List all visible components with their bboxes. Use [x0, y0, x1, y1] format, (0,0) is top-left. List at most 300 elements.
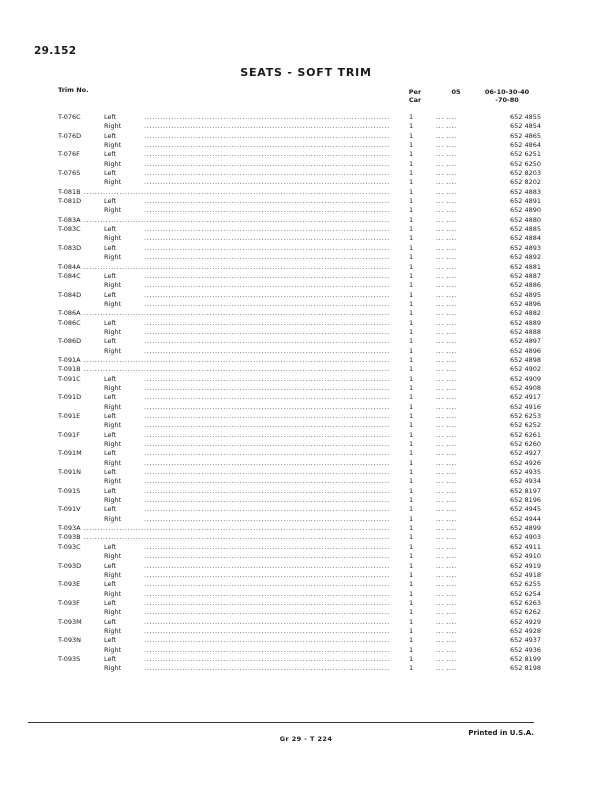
table-row	[0, 487, 612, 496]
dot-leader	[84, 356, 390, 365]
trim-number: T-093M	[58, 617, 82, 626]
table-row	[0, 197, 612, 206]
table-row	[0, 234, 612, 243]
per-car-qty: 1	[409, 468, 414, 477]
dot-leader	[144, 459, 390, 468]
per-car-qty: 1	[409, 262, 414, 271]
header-models	[474, 88, 540, 104]
col-05-value: ... ....	[436, 309, 457, 318]
part-number: 652 6263	[509, 598, 541, 607]
dot-leader	[144, 197, 390, 206]
col-05-value: ... ....	[436, 290, 457, 299]
per-car-qty: 1	[409, 402, 414, 411]
col-05-value: ... ....	[436, 271, 457, 280]
part-number: 652 4891	[509, 197, 541, 206]
side-label: Left	[104, 150, 117, 159]
per-car-qty: 1	[409, 281, 414, 290]
part-number: 652 8198	[509, 664, 541, 673]
table-row	[0, 281, 612, 290]
dot-leader	[144, 403, 390, 412]
side-label: Left	[104, 318, 117, 327]
per-car-qty: 1	[409, 318, 414, 327]
per-car-qty: 1	[409, 654, 414, 663]
part-number: 652 4918	[509, 570, 541, 579]
side-label: Right	[104, 122, 122, 131]
part-number: 652 4892	[509, 253, 541, 262]
dot-leader	[144, 178, 390, 187]
side-label: Left	[104, 468, 117, 477]
per-car-qty: 1	[409, 449, 414, 458]
trim-number: T-091S	[58, 486, 81, 495]
page-title: SEATS - SOFT TRIM	[240, 66, 372, 79]
per-car-qty: 1	[409, 225, 414, 234]
table-row	[0, 225, 612, 234]
table-row	[0, 328, 612, 337]
side-label: Right	[104, 570, 122, 579]
dot-leader	[144, 487, 390, 496]
table-row	[0, 291, 612, 300]
dot-leader	[144, 543, 390, 552]
col-05-value: ... ....	[436, 421, 457, 430]
dot-leader	[144, 421, 390, 430]
dot-leader	[144, 468, 390, 477]
trim-number: T-086A	[58, 309, 81, 318]
dot-leader	[144, 627, 390, 636]
dot-leader	[144, 150, 390, 159]
side-label: Right	[104, 645, 122, 654]
side-label: Left	[104, 393, 117, 402]
part-number: 652 4911	[509, 542, 541, 551]
col-05-value: ... ....	[436, 187, 457, 196]
col-05-value: ... ....	[436, 468, 457, 477]
per-car-qty: 1	[409, 299, 414, 308]
trim-number: T-083C	[58, 225, 81, 234]
col-05-value: ... ....	[436, 197, 457, 206]
side-label: Left	[104, 505, 117, 514]
per-car-qty: 1	[409, 533, 414, 542]
table-row	[0, 319, 612, 328]
table-row	[0, 393, 612, 402]
col-05-value: ... ....	[436, 430, 457, 439]
col-05-value: ... ....	[436, 131, 457, 140]
side-label: Right	[104, 234, 122, 243]
dot-leader	[144, 300, 390, 309]
trim-number: T-091C	[58, 374, 81, 383]
table-row	[0, 244, 612, 253]
dot-leader	[144, 169, 390, 178]
table-row	[0, 113, 612, 122]
col-05-value: ... ....	[436, 215, 457, 224]
side-label: Left	[104, 197, 117, 206]
dot-leader	[84, 365, 390, 374]
page-number: 29.152	[34, 45, 77, 57]
side-label: Right	[104, 421, 122, 430]
col-05-value: ... ....	[436, 440, 457, 449]
per-car-qty: 1	[409, 309, 414, 318]
col-05-value: ... ....	[436, 299, 457, 308]
table-row	[0, 403, 612, 412]
trim-number: T-076S	[58, 169, 81, 178]
dot-leader	[144, 122, 390, 131]
part-number: 652 4890	[509, 206, 541, 215]
dot-leader	[144, 562, 390, 571]
col-05-value: ... ....	[436, 552, 457, 561]
col-05-value: ... ....	[436, 337, 457, 346]
side-label: Right	[104, 327, 122, 336]
part-number: 652 4898	[509, 355, 541, 364]
part-number: 652 4929	[509, 617, 541, 626]
part-number: 652 4899	[509, 524, 541, 533]
trim-number: T-093B	[58, 533, 81, 542]
col-05-value: ... ....	[436, 561, 457, 570]
side-label: Right	[104, 664, 122, 673]
part-number: 652 6252	[509, 421, 541, 430]
table-row	[0, 543, 612, 552]
side-label: Right	[104, 159, 122, 168]
per-car-qty: 1	[409, 243, 414, 252]
part-number: 652 4888	[509, 327, 541, 336]
header-car: Car	[408, 96, 422, 104]
part-number: 652 4916	[509, 402, 541, 411]
table-row	[0, 188, 612, 197]
dot-leader	[144, 655, 390, 664]
dot-leader	[144, 608, 390, 617]
side-label: Right	[104, 626, 122, 635]
per-car-qty: 1	[409, 141, 414, 150]
dot-leader	[144, 477, 390, 486]
trim-number: T-091B	[58, 365, 81, 374]
part-number: 652 8202	[509, 178, 541, 187]
dot-leader	[144, 590, 390, 599]
table-row	[0, 356, 612, 365]
table-row	[0, 449, 612, 458]
part-number: 652 4935	[509, 468, 541, 477]
col-05-value: ... ....	[436, 524, 457, 533]
dot-leader	[144, 337, 390, 346]
per-car-qty: 1	[409, 169, 414, 178]
part-number: 652 4934	[509, 477, 541, 486]
table-row	[0, 300, 612, 309]
part-number: 652 4937	[509, 636, 541, 645]
side-label: Left	[104, 449, 117, 458]
table-row	[0, 150, 612, 159]
header-05: 05	[451, 88, 461, 96]
dot-leader	[144, 449, 390, 458]
dot-leader	[144, 234, 390, 243]
trim-number: T-083D	[58, 243, 82, 252]
table-row	[0, 552, 612, 561]
trim-number: T-091D	[58, 393, 82, 402]
trim-number: T-084D	[58, 290, 82, 299]
per-car-qty: 1	[409, 327, 414, 336]
table-row	[0, 459, 612, 468]
trim-number: T-076C	[58, 113, 81, 121]
parts-table	[0, 113, 612, 674]
header-models-line1: 06-10-30-40	[484, 88, 530, 96]
table-row	[0, 375, 612, 384]
side-label: Left	[104, 131, 117, 140]
side-label: Right	[104, 496, 122, 505]
side-label: Left	[104, 542, 117, 551]
part-number: 652 4855	[509, 113, 541, 121]
side-label: Right	[104, 178, 122, 187]
trim-number: T-086C	[58, 318, 81, 327]
table-row	[0, 646, 612, 655]
side-label: Right	[104, 589, 122, 598]
footer-group-ref: Gr 29 - T 224	[279, 735, 333, 743]
dot-leader	[144, 599, 390, 608]
per-car-qty: 1	[409, 617, 414, 626]
dot-leader	[84, 188, 390, 197]
per-car-qty: 1	[409, 664, 414, 673]
table-row	[0, 178, 612, 187]
side-label: Left	[104, 225, 117, 234]
dot-leader	[144, 225, 390, 234]
side-label: Left	[104, 486, 117, 495]
table-row	[0, 160, 612, 169]
table-row	[0, 365, 612, 374]
table-row	[0, 206, 612, 215]
dot-leader	[144, 505, 390, 514]
trim-number: T-091N	[58, 468, 81, 477]
col-05-value: ... ....	[436, 383, 457, 392]
table-row	[0, 337, 612, 346]
table-row	[0, 562, 612, 571]
side-label: Left	[104, 636, 117, 645]
per-car-qty: 1	[409, 412, 414, 420]
side-label: Right	[104, 552, 122, 561]
per-car-qty: 1	[409, 486, 414, 495]
part-number: 652 4909	[509, 374, 541, 383]
side-label: Right	[104, 299, 122, 308]
part-number: 652 4854	[509, 122, 541, 131]
per-car-qty: 1	[409, 131, 414, 140]
col-05-value: ... ....	[436, 141, 457, 150]
col-05-value: ... ....	[436, 458, 457, 467]
dot-leader	[144, 646, 390, 655]
col-05-value: ... ....	[436, 243, 457, 252]
trim-number: T-093A	[58, 524, 81, 533]
col-05-value: ... ....	[436, 496, 457, 505]
per-car-qty: 1	[409, 150, 414, 159]
side-label: Left	[104, 617, 117, 626]
side-label: Right	[104, 253, 122, 262]
part-number: 652 4881	[509, 262, 541, 271]
col-05-value: ... ....	[436, 533, 457, 542]
col-05-value: ... ....	[436, 626, 457, 635]
per-car-qty: 1	[409, 113, 414, 121]
part-number: 652 6251	[509, 150, 541, 159]
per-car-qty: 1	[409, 421, 414, 430]
col-05-value: ... ....	[436, 169, 457, 178]
table-row	[0, 122, 612, 131]
col-05-value: ... ....	[436, 318, 457, 327]
trim-number: T-081B	[58, 187, 81, 196]
dot-leader	[144, 113, 390, 122]
side-label: Left	[104, 169, 117, 178]
part-number: 652 6261	[509, 430, 541, 439]
part-number: 652 4884	[509, 234, 541, 243]
dot-leader	[144, 393, 390, 402]
col-05-value: ... ....	[436, 281, 457, 290]
per-car-qty: 1	[409, 393, 414, 402]
col-05-value: ... ....	[436, 150, 457, 159]
per-car-qty: 1	[409, 626, 414, 635]
per-car-qty: 1	[409, 440, 414, 449]
trim-number: T-086D	[58, 337, 82, 346]
col-05-value: ... ....	[436, 412, 457, 420]
col-05-value: ... ....	[436, 589, 457, 598]
part-number: 652 4919	[509, 561, 541, 570]
side-label: Right	[104, 440, 122, 449]
part-number: 652 4903	[509, 533, 541, 542]
col-05-value: ... ....	[436, 234, 457, 243]
part-number: 652 4936	[509, 645, 541, 654]
per-car-qty: 1	[409, 505, 414, 514]
side-label: Right	[104, 141, 122, 150]
part-number: 652 4897	[509, 337, 541, 346]
col-05-value: ... ....	[436, 365, 457, 374]
table-row	[0, 655, 612, 664]
part-number: 652 4864	[509, 141, 541, 150]
per-car-qty: 1	[409, 122, 414, 131]
per-car-qty: 1	[409, 552, 414, 561]
part-number: 652 4945	[509, 505, 541, 514]
side-label: Right	[104, 458, 122, 467]
part-number: 652 4883	[509, 187, 541, 196]
side-label: Left	[104, 243, 117, 252]
table-row	[0, 141, 612, 150]
table-row	[0, 599, 612, 608]
per-car-qty: 1	[409, 215, 414, 224]
per-car-qty: 1	[409, 337, 414, 346]
per-car-qty: 1	[409, 589, 414, 598]
trim-number: T-083A	[58, 215, 81, 224]
table-row	[0, 524, 612, 533]
col-05-value: ... ....	[436, 178, 457, 187]
table-row	[0, 496, 612, 505]
table-row	[0, 272, 612, 281]
table-row	[0, 253, 612, 262]
dot-leader	[144, 412, 390, 421]
side-label: Right	[104, 402, 122, 411]
col-05-value: ... ....	[436, 262, 457, 271]
dot-leader	[144, 571, 390, 580]
col-05-value: ... ....	[436, 225, 457, 234]
part-number: 652 4865	[509, 131, 541, 140]
dot-leader	[84, 263, 390, 272]
table-row	[0, 627, 612, 636]
trim-number: T-076F	[58, 150, 80, 159]
per-car-qty: 1	[409, 477, 414, 486]
per-car-qty: 1	[409, 561, 414, 570]
per-car-qty: 1	[409, 290, 414, 299]
table-row	[0, 421, 612, 430]
side-label: Right	[104, 608, 122, 617]
table-row	[0, 309, 612, 318]
dot-leader	[84, 216, 390, 225]
trim-number: T-084C	[58, 271, 81, 280]
dot-leader	[144, 496, 390, 505]
col-05-value: ... ....	[436, 608, 457, 617]
table-row	[0, 515, 612, 524]
side-label: Left	[104, 337, 117, 346]
dot-leader	[144, 141, 390, 150]
part-number: 652 4944	[509, 514, 541, 523]
dot-leader	[144, 328, 390, 337]
col-05-value: ... ....	[436, 514, 457, 523]
per-car-qty: 1	[409, 197, 414, 206]
table-row	[0, 533, 612, 542]
per-car-qty: 1	[409, 355, 414, 364]
dot-leader	[84, 309, 390, 318]
trim-number: T-081D	[58, 197, 82, 206]
side-label: Right	[104, 346, 122, 355]
side-label: Left	[104, 580, 117, 589]
per-car-qty: 1	[409, 542, 414, 551]
table-row	[0, 590, 612, 599]
part-number: 652 4917	[509, 393, 541, 402]
part-number: 652 4926	[509, 458, 541, 467]
part-number: 652 8203	[509, 169, 541, 178]
part-number: 652 4927	[509, 449, 541, 458]
dot-leader	[144, 618, 390, 627]
trim-number: T-084A	[58, 262, 81, 271]
table-row	[0, 468, 612, 477]
per-car-qty: 1	[409, 383, 414, 392]
table-row	[0, 636, 612, 645]
table-row	[0, 571, 612, 580]
part-number: 652 4896	[509, 346, 541, 355]
part-number: 652 4910	[509, 552, 541, 561]
per-car-qty: 1	[409, 374, 414, 383]
part-number: 652 6253	[509, 412, 541, 420]
col-05-value: ... ....	[436, 654, 457, 663]
side-label: Left	[104, 430, 117, 439]
part-number: 652 6262	[509, 608, 541, 617]
side-label: Left	[104, 113, 117, 121]
header-models-line2: -70-80	[495, 96, 519, 104]
side-label: Right	[104, 206, 122, 215]
per-car-qty: 1	[409, 458, 414, 467]
col-05-value: ... ....	[436, 159, 457, 168]
per-car-qty: 1	[409, 178, 414, 187]
table-row	[0, 580, 612, 589]
header-per-car	[404, 88, 426, 104]
dot-leader	[144, 160, 390, 169]
col-05-value: ... ....	[436, 346, 457, 355]
table-row	[0, 412, 612, 421]
col-05-value: ... ....	[436, 374, 457, 383]
col-05-value: ... ....	[436, 206, 457, 215]
per-car-qty: 1	[409, 271, 414, 280]
table-row	[0, 263, 612, 272]
per-car-qty: 1	[409, 636, 414, 645]
dot-leader	[84, 533, 390, 542]
col-05-value: ... ....	[436, 402, 457, 411]
table-row	[0, 132, 612, 141]
per-car-qty: 1	[409, 187, 414, 196]
per-car-qty: 1	[409, 346, 414, 355]
per-car-qty: 1	[409, 365, 414, 374]
table-row	[0, 216, 612, 225]
col-05-value: ... ....	[436, 542, 457, 551]
side-label: Right	[104, 383, 122, 392]
part-number: 652 4886	[509, 281, 541, 290]
table-row	[0, 431, 612, 440]
table-row	[0, 440, 612, 449]
dot-leader	[144, 206, 390, 215]
